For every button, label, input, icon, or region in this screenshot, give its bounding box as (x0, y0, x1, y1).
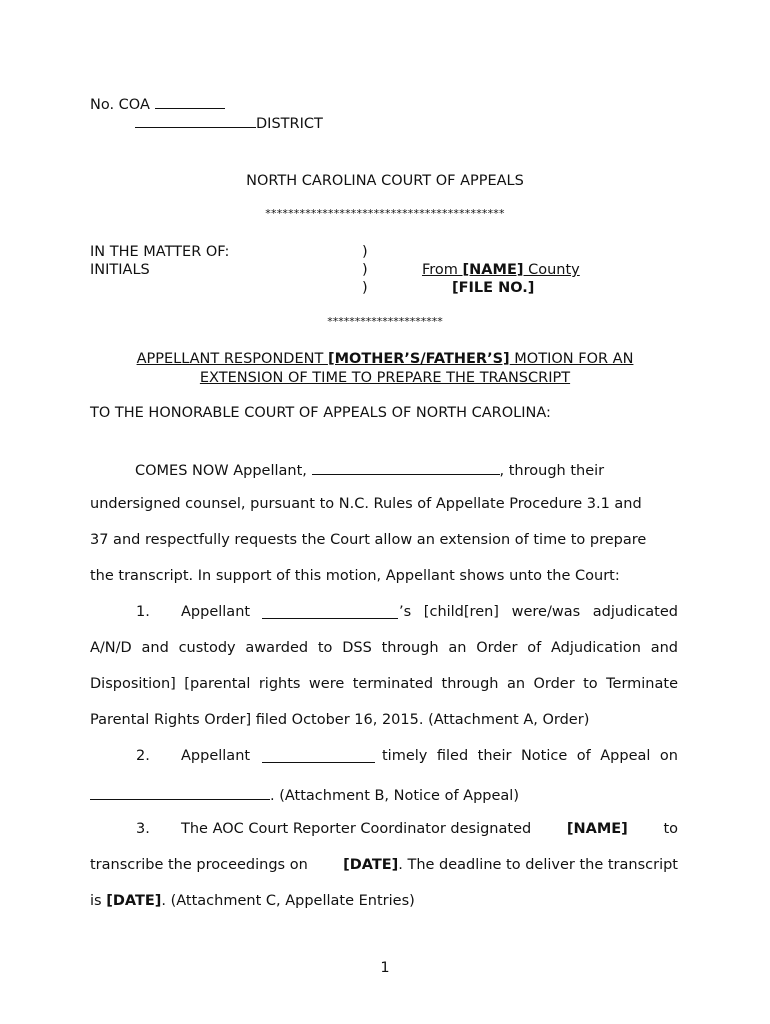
para2-line-2: . (Attachment B, Notice of Appeal) (90, 785, 519, 804)
caption-paren-2: ) (362, 262, 368, 278)
para2-number: 2. (136, 748, 150, 764)
appellant-name-blank (312, 460, 500, 475)
para3-number: 3. (136, 821, 150, 837)
file-number: [FILE NO.] (452, 280, 535, 296)
motion-title-line-2: EXTENSION OF TIME TO PREPARE THE TRANSCRIPT (199, 370, 571, 386)
caption-paren-1: ) (362, 244, 368, 260)
motion-title-line-1: APPELLANT RESPONDENT [MOTHER’S/FATHER’S] MOTION FOR AN (136, 351, 634, 367)
initials-label: INITIALS (90, 262, 150, 278)
para1-appellant: Appellant (181, 604, 251, 620)
from-county (422, 262, 580, 278)
intro-line-1: COMES NOW Appellant, , through their (135, 460, 604, 479)
para1-name-blank (262, 604, 398, 619)
para3-line-2: transcribe the proceedings on [DATE]. The deadline to deliver the transcript (90, 857, 678, 873)
para1-number: 1. (136, 604, 150, 620)
para1-line-1-rest: ’s [child[ren] were/was adjudicated (399, 604, 678, 620)
from-suffix: County (523, 262, 580, 278)
para2-appellant: Appellant (181, 748, 251, 764)
district-label: DISTRICT (256, 116, 323, 132)
intro-line-3: 37 and respectfully requests the Court allow an extension of time to prepare (90, 532, 647, 548)
district-line (135, 113, 323, 132)
coa-number-blank (155, 94, 225, 109)
court-name: NORTH CAROLINA COURT OF APPEALS (246, 173, 524, 189)
salutation: TO THE HONORABLE COURT OF APPEALS OF NORTH CAROLINA: (90, 405, 551, 421)
coa-number-line (90, 94, 225, 113)
para2-line-1-rest: timely filed their Notice of Appeal on (382, 748, 678, 764)
page-number: 1 (380, 960, 390, 976)
from-prefix: From (422, 262, 463, 278)
para1-line-3: Disposition] [parental rights were terminated through an Order to Terminate (90, 676, 678, 692)
intro-line-2: undersigned counsel, pursuant to N.C. Rules of Appellate Procedure 3.1 and (90, 496, 642, 512)
para1-line-2: A/N/D and custody awarded to DSS through an Order of Adjudication and (90, 640, 678, 656)
caption-paren-3: ) (362, 280, 368, 296)
from-name: [NAME] (462, 262, 524, 278)
para1-line-4: Parental Rights Order] filed October 16, 2015. (Attachment A, Order) (90, 712, 590, 728)
para2-date-blank (90, 785, 270, 800)
district-blank (135, 113, 256, 128)
coa-label: No. COA (90, 97, 150, 113)
para2-name-blank (262, 748, 375, 763)
stars-divider-long: ****************************************** (265, 207, 505, 220)
para3-line-3: is [DATE]. (Attachment C, Appellate Entries) (90, 893, 415, 909)
matter-label: IN THE MATTER OF: (90, 244, 230, 260)
para3-line-1: The AOC Court Reporter Coordinator designated [NAME] to (181, 821, 678, 837)
intro-line-4: the transcript. In support of this motion, Appellant shows unto the Court: (90, 568, 620, 584)
stars-divider-short: ********************* (327, 315, 443, 328)
